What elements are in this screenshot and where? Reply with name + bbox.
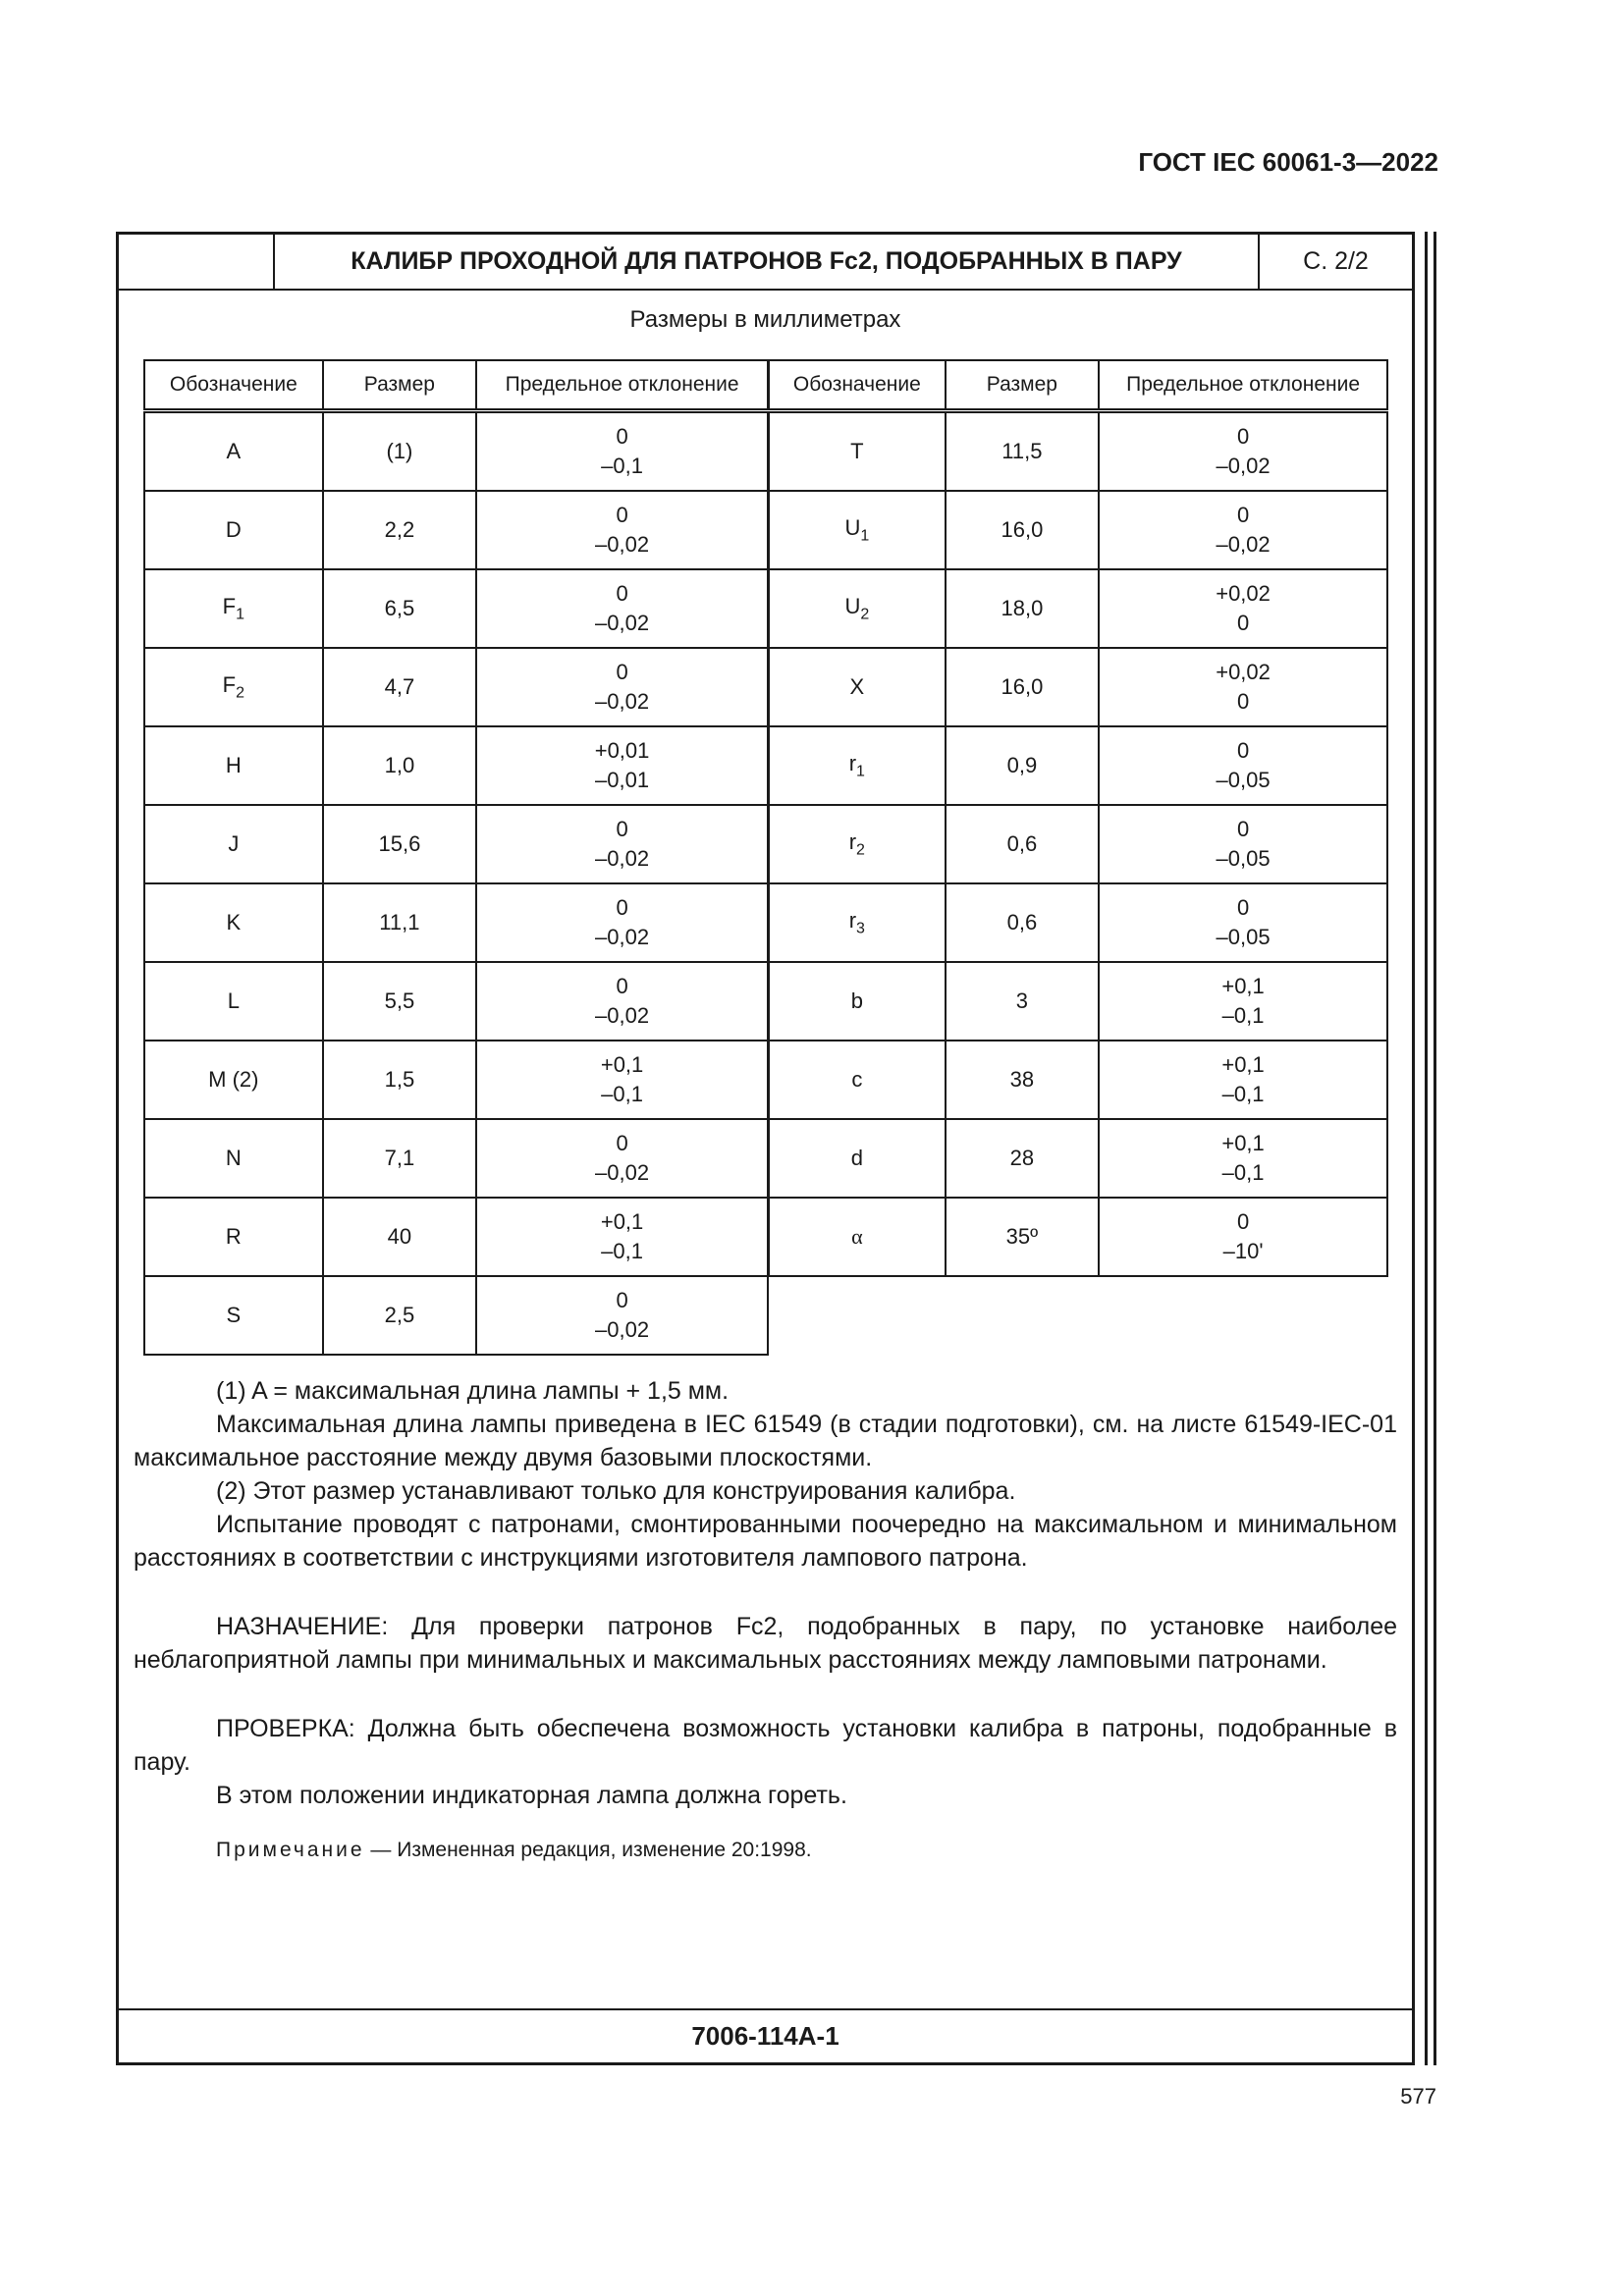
sheet-number: С. 2/2	[1303, 247, 1369, 275]
designation-cell	[144, 1119, 323, 1198]
size-cell: 3	[946, 962, 1099, 1041]
column-header-deviation: Предельное отклонение	[1099, 360, 1387, 411]
note-2: (2) Этот размер устанавливают только для конструирования калибра.	[216, 1477, 1016, 1505]
table-row	[769, 411, 1387, 492]
sheet-header	[119, 235, 1412, 291]
header-blank-cell	[119, 235, 275, 289]
table-row	[769, 1198, 1387, 1276]
dimensions-table-right	[768, 359, 1388, 1277]
table-row	[144, 1276, 768, 1355]
frame-rail-2	[1434, 232, 1436, 2065]
sheet-footer-code: 7006-114A-1	[119, 2008, 1412, 2062]
column-header-deviation: Предельное отклонение	[476, 360, 768, 411]
designation-cell	[144, 569, 323, 648]
deviation-cell	[476, 569, 768, 648]
deviation-lower: –0,02	[595, 1160, 650, 1185]
deviation-lower: –0,1	[601, 1082, 643, 1106]
designation-cell	[144, 805, 323, 883]
designation-symbol: H	[225, 753, 242, 777]
designation-symbol: J	[228, 831, 240, 856]
table-row	[769, 491, 1387, 569]
deviation-upper: 0	[616, 660, 628, 684]
deviation-lower: –0,02	[595, 689, 650, 714]
table-row	[144, 726, 768, 805]
designation-symbol: r	[848, 907, 857, 933]
deviation-lower: –0,02	[595, 846, 650, 871]
deviation-cell	[1099, 805, 1387, 883]
table-row	[144, 648, 768, 726]
designation-cell	[769, 1119, 946, 1198]
designation-symbol: S	[226, 1303, 242, 1327]
deviation-upper: +0,1	[1221, 1052, 1265, 1077]
deviation-upper: 0	[616, 581, 628, 606]
designation-symbol: F	[222, 593, 237, 618]
check-note: ПРОВЕРКА: Должна быть обеспечена возможность установки калибра в патроны, подобранные в пару.	[134, 1715, 1397, 1776]
designation-symbol: U	[844, 514, 861, 540]
designation-cell	[769, 411, 946, 492]
deviation-upper: 0	[616, 1288, 628, 1312]
deviation-cell	[476, 805, 768, 883]
table-row	[769, 1041, 1387, 1119]
size-cell: 40	[323, 1198, 476, 1276]
sheet-frame	[116, 232, 1415, 2065]
designation-symbol: c	[851, 1067, 863, 1092]
column-header-size: Размер	[946, 360, 1099, 411]
size-cell: 7,1	[323, 1119, 476, 1198]
size-cell: 38	[946, 1041, 1099, 1119]
deviation-lower: –0,05	[1216, 768, 1271, 792]
size-cell: 0,6	[946, 805, 1099, 883]
size-cell: 5,5	[323, 962, 476, 1041]
deviation-upper: 0	[616, 503, 628, 527]
table-row	[144, 1041, 768, 1119]
size-cell: 11,1	[323, 883, 476, 962]
designation-symbol: L	[227, 988, 240, 1013]
size-cell: 6,5	[323, 569, 476, 648]
deviation-upper: 0	[616, 424, 628, 449]
designation-subscript: 3	[856, 920, 865, 937]
deviation-upper: 0	[1236, 1209, 1250, 1234]
deviation-upper: 0	[1236, 503, 1250, 527]
page-number: 577	[1400, 2084, 1436, 2109]
table-header-row	[769, 360, 1387, 411]
table-row	[769, 962, 1387, 1041]
designation-subscript: 2	[856, 841, 865, 859]
designation-symbol: T	[850, 439, 864, 463]
notes-block	[134, 1374, 1397, 1867]
deviation-upper: 0	[1236, 738, 1250, 763]
deviation-upper: +0,02	[1216, 660, 1271, 684]
deviation-upper: +0,1	[1221, 974, 1265, 998]
designation-cell	[144, 1276, 323, 1355]
size-cell: 16,0	[946, 648, 1099, 726]
table-row	[769, 726, 1387, 805]
deviation-cell	[476, 1276, 768, 1355]
size-cell: 2,2	[323, 491, 476, 569]
deviation-cell	[476, 962, 768, 1041]
designation-symbol: α	[851, 1224, 863, 1249]
lamp-note: В этом положении индикаторная лампа должна гореть.	[216, 1782, 847, 1809]
designation-cell	[769, 569, 946, 648]
deviation-lower: –0,02	[595, 1003, 650, 1028]
size-cell: 28	[946, 1119, 1099, 1198]
deviation-cell	[1099, 883, 1387, 962]
designation-symbol: U	[844, 593, 861, 618]
deviation-upper: +0,02	[1216, 581, 1271, 606]
deviation-cell	[1099, 1198, 1387, 1276]
deviation-cell	[1099, 1119, 1387, 1198]
designation-symbol: X	[849, 674, 865, 699]
designation-symbol: r	[848, 828, 857, 854]
deviation-cell	[1099, 569, 1387, 648]
table-row	[769, 648, 1387, 726]
designation-symbol: b	[850, 988, 863, 1013]
designation-cell	[769, 883, 946, 962]
deviation-lower: –10'	[1222, 1239, 1264, 1263]
deviation-lower: 0	[1236, 611, 1250, 635]
deviation-cell	[1099, 1041, 1387, 1119]
deviation-lower: –0,1	[1221, 1082, 1265, 1106]
sheet-title: КАЛИБР ПРОХОДНОЙ ДЛЯ ПАТРОНОВ Fc2, ПОДОБРАННЫХ В ПАРУ	[275, 235, 1260, 289]
column-header-designation: Обозначение	[144, 360, 323, 411]
table-row	[144, 411, 768, 492]
deviation-cell	[476, 648, 768, 726]
designation-symbol: M (2)	[208, 1067, 259, 1092]
designation-cell	[144, 1041, 323, 1119]
size-cell: 35º	[946, 1198, 1099, 1276]
deviation-cell	[1099, 726, 1387, 805]
designation-cell	[769, 805, 946, 883]
deviation-cell	[476, 1119, 768, 1198]
deviation-upper: 0	[616, 974, 628, 998]
size-cell: (1)	[323, 411, 476, 492]
deviation-cell	[476, 726, 768, 805]
designation-cell	[144, 411, 323, 492]
table-row	[769, 569, 1387, 648]
deviation-upper: 0	[1236, 895, 1250, 920]
designation-symbol: K	[226, 910, 242, 934]
designation-subscript: 1	[860, 527, 870, 545]
table-row	[144, 883, 768, 962]
deviation-cell	[1099, 411, 1387, 492]
units-caption: Размеры в миллиметрах	[629, 306, 901, 333]
deviation-lower: 0	[1236, 689, 1250, 714]
deviation-cell	[476, 883, 768, 962]
size-cell: 2,5	[323, 1276, 476, 1355]
deviation-lower: –0,02	[1216, 454, 1271, 478]
designation-symbol: D	[225, 517, 242, 542]
designation-cell	[144, 883, 323, 962]
size-cell: 1,0	[323, 726, 476, 805]
designation-cell	[769, 1198, 946, 1276]
designation-symbol: r	[848, 750, 857, 775]
table-row	[144, 491, 768, 569]
designation-cell	[144, 962, 323, 1041]
deviation-upper: +0,1	[600, 1209, 644, 1234]
designation-cell	[769, 491, 946, 569]
size-cell: 15,6	[323, 805, 476, 883]
column-header-designation: Обозначение	[769, 360, 946, 411]
designation-symbol: F	[222, 671, 237, 697]
deviation-cell	[1099, 962, 1387, 1041]
deviation-cell	[1099, 648, 1387, 726]
remark-text: — Измененная редакция, изменение 20:1998.	[364, 1839, 812, 1861]
designation-subscript: 2	[860, 606, 870, 623]
table-row	[144, 569, 768, 648]
deviation-cell	[1099, 491, 1387, 569]
remark	[134, 1834, 1397, 1867]
table-row	[769, 805, 1387, 883]
size-cell: 0,9	[946, 726, 1099, 805]
designation-cell	[144, 648, 323, 726]
designation-cell	[144, 491, 323, 569]
deviation-upper: +0,01	[594, 738, 650, 763]
deviation-lower: –0,02	[595, 532, 650, 557]
designation-subscript: 1	[236, 606, 245, 623]
deviation-upper: 0	[616, 1131, 628, 1155]
deviation-lower: –0,1	[601, 454, 643, 478]
remark-label: Примечание	[216, 1839, 365, 1861]
designation-subscript: 2	[236, 684, 245, 702]
note-1: (1) A = максимальная длина лампы + 1,5 мм.	[216, 1377, 730, 1405]
test-note: Испытание проводят с патронами, смонтированными поочередно на максимальном и минимальном расстояниях в соответствии с инструкциями изготовителя лампового патрона.	[134, 1511, 1397, 1572]
size-cell: 0,6	[946, 883, 1099, 962]
table-row	[769, 883, 1387, 962]
deviation-lower: –0,01	[595, 768, 650, 792]
deviation-upper: +0,1	[600, 1052, 644, 1077]
deviation-lower: –0,02	[595, 1317, 650, 1342]
deviation-lower: –0,1	[1221, 1160, 1265, 1185]
deviation-lower: –0,02	[595, 925, 650, 949]
table-header-row	[144, 360, 768, 411]
deviation-upper: 0	[616, 895, 628, 920]
deviation-cell	[476, 491, 768, 569]
designation-cell	[144, 726, 323, 805]
purpose-note: НАЗНАЧЕНИЕ: Для проверки патронов Fc2, подобранных в пару, по установке наиболее неблагоприятной лампы при минимальных и максимальных расстояниях между ламповыми патронами.	[134, 1613, 1397, 1674]
designation-symbol: R	[225, 1224, 242, 1249]
size-cell: 18,0	[946, 569, 1099, 648]
table-row	[769, 1119, 1387, 1198]
column-header-size: Размер	[323, 360, 476, 411]
designation-cell	[769, 1041, 946, 1119]
deviation-upper: 0	[616, 817, 628, 841]
table-row	[144, 1198, 768, 1276]
deviation-lower: –0,05	[1216, 846, 1271, 871]
standard-code: ГОСТ IEC 60061-3—2022	[1138, 147, 1438, 177]
deviation-cell	[476, 411, 768, 492]
designation-cell	[769, 648, 946, 726]
designation-symbol: d	[850, 1146, 863, 1170]
designation-subscript: 1	[856, 763, 865, 780]
table-row	[144, 1119, 768, 1198]
deviation-upper: 0	[1236, 817, 1250, 841]
deviation-cell	[476, 1041, 768, 1119]
deviation-lower: –0,1	[601, 1239, 643, 1263]
deviation-lower: –0,05	[1216, 925, 1271, 949]
dimensions-table-left	[143, 359, 769, 1356]
deviation-upper: +0,1	[1221, 1131, 1265, 1155]
designation-cell	[144, 1198, 323, 1276]
designation-symbol: N	[225, 1146, 242, 1170]
designation-cell	[769, 726, 946, 805]
size-cell: 1,5	[323, 1041, 476, 1119]
frame-rail-1	[1425, 232, 1428, 2065]
deviation-lower: –0,1	[1221, 1003, 1265, 1028]
designation-cell	[769, 962, 946, 1041]
deviation-upper: 0	[1236, 424, 1250, 449]
deviation-lower: –0,02	[595, 611, 650, 635]
size-cell: 16,0	[946, 491, 1099, 569]
designation-symbol: A	[226, 439, 242, 463]
deviation-cell	[476, 1198, 768, 1276]
size-cell: 11,5	[946, 411, 1099, 492]
deviation-lower: –0,02	[1216, 532, 1271, 557]
note-1-detail: Максимальная длина лампы приведена в IEC 61549 (в стадии подготовки), см. на листе 61549-IEC-01 максимальное расстояние между двумя базовыми плоскостями.	[134, 1411, 1397, 1471]
table-row	[144, 805, 768, 883]
size-cell: 4,7	[323, 648, 476, 726]
table-row	[144, 962, 768, 1041]
